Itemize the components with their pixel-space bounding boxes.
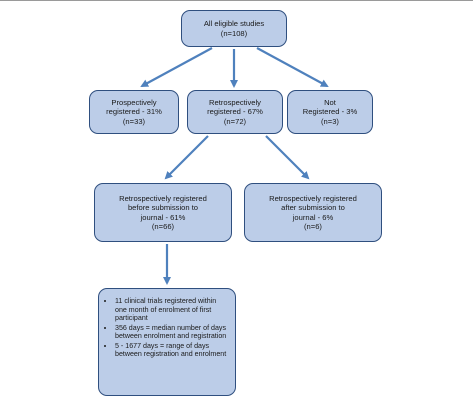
details-item-range-days: • 5 - 1677 days = range of days between registration and enrolment xyxy=(115,342,229,359)
all-eligible-studies-count: (n=108) xyxy=(220,28,248,38)
after-submission-count: (n=6) xyxy=(304,221,322,231)
not-registered-count: (n=3) xyxy=(321,116,339,126)
details-item-median-days: • 356 days = median number of days between enrolment and registration xyxy=(115,324,229,341)
registered-before-submission-box xyxy=(94,183,232,242)
arrow-retrospective-to-after xyxy=(266,136,308,178)
not-registered-line-1: Not xyxy=(324,98,336,108)
prospectively-registered-count: (n=33) xyxy=(122,116,146,126)
all-eligible-studies-label: All eligible studies xyxy=(203,19,265,29)
all-eligible-studies-box xyxy=(181,10,287,47)
prospectively-registered-line-1: Prospectively xyxy=(111,98,157,108)
arrow-root-to-prospective xyxy=(142,48,212,86)
retrospectively-registered-box xyxy=(187,90,283,134)
retrospectively-registered-line-1: Retrospectively xyxy=(209,98,261,108)
after-submission-line-3: journal - 6% xyxy=(292,212,334,222)
retrospectively-registered-line-2: registered - 67% xyxy=(207,107,263,117)
prospectively-registered-box xyxy=(89,90,179,134)
registration-details-list xyxy=(105,297,229,360)
details-item-trials-within-month: • 11 clinical trials registered within one month of enrolment of first participant xyxy=(115,297,229,323)
before-submission-line-1: Retrospectively registered xyxy=(119,194,207,203)
arrow-root-to-not-registered xyxy=(257,48,327,86)
before-submission-count: (n=66) xyxy=(151,221,175,231)
after-submission-line-1: Retrospectively registered xyxy=(269,194,357,203)
before-submission-line-3: journal - 61% xyxy=(140,212,186,222)
not-registered-line-2: Registered - 3% xyxy=(302,107,358,117)
registration-details-box xyxy=(98,288,236,396)
registered-after-submission-box xyxy=(244,183,382,242)
prospectively-registered-line-2: registered - 31% xyxy=(106,107,162,117)
arrow-retrospective-to-before xyxy=(166,136,208,178)
after-submission-line-2: after submission to xyxy=(281,203,345,213)
before-submission-line-2: before submission to xyxy=(127,203,199,213)
not-registered-box xyxy=(287,90,373,134)
retrospectively-registered-count: (n=72) xyxy=(223,116,247,126)
